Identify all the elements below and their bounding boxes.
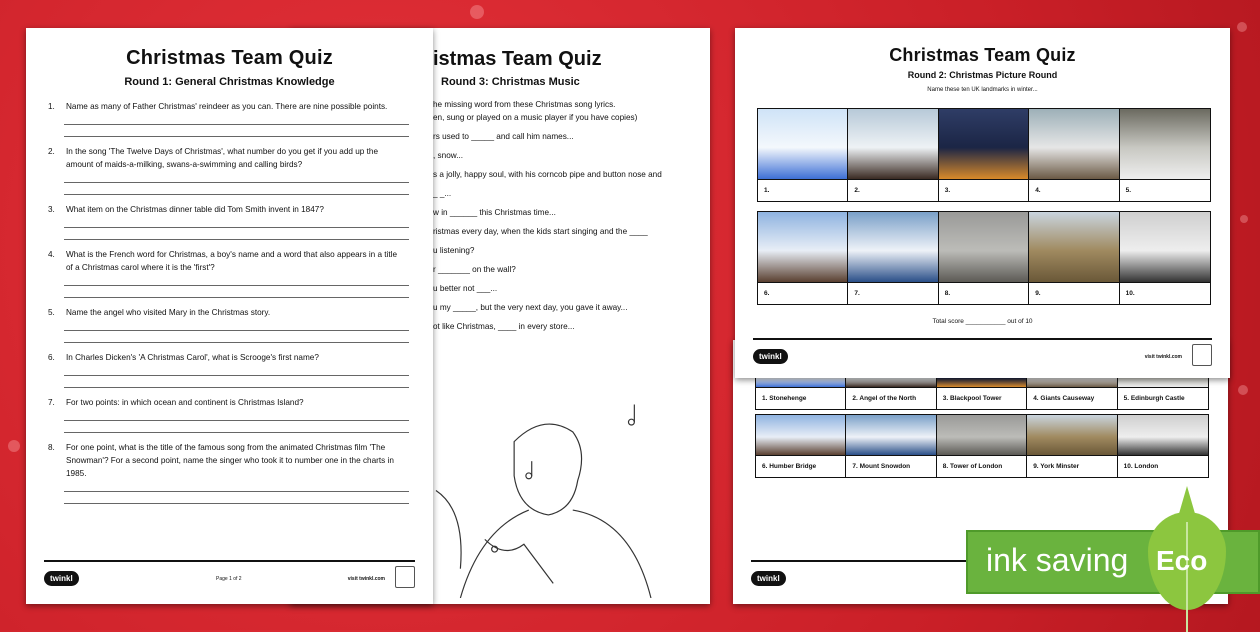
lyric-line: he missing word from these Christmas song lyrics. <box>433 100 616 109</box>
question-text: What is the French word for Christmas, a boy's name and a word that also appears in a title of a Christmas carol where it is the 'first'? <box>66 250 398 272</box>
quiz-question <box>26 248 433 298</box>
landmark-cell <box>1120 212 1210 304</box>
question-text: Name the angel who visited Mary in the Christmas story. <box>66 308 271 317</box>
round2-page <box>735 28 1230 378</box>
landmark-photo <box>846 415 935 455</box>
answer-line[interactable] <box>64 188 409 195</box>
quiz-question <box>26 441 433 504</box>
answer-line[interactable] <box>64 118 409 125</box>
landmark-label: 4. <box>1029 179 1118 201</box>
answer-line[interactable] <box>64 291 409 298</box>
quiz-question <box>26 306 433 343</box>
landmark-photo <box>1029 212 1118 282</box>
landmark-label: 2. Angel of the North <box>846 387 935 409</box>
page-number: Page 1 of 2 <box>216 576 242 582</box>
lyric-line: en, sung or played on a music player if you have copies) <box>433 113 638 122</box>
answer-line[interactable] <box>64 381 409 388</box>
round2-instruction: Name these ten UK landmarks in winter... <box>927 87 1038 93</box>
question-text: For two points: in which ocean and continent is Christmas Island? <box>66 398 304 407</box>
landmark-label: 6. Humber Bridge <box>756 455 845 477</box>
lyric-line: , snow... <box>433 151 464 160</box>
question-number: 3. <box>48 205 55 214</box>
landmark-label: 3. <box>939 179 1028 201</box>
quiz-question <box>26 351 433 388</box>
lyric-line: ot like Christmas, ____ in every store... <box>433 322 575 331</box>
round2-title: Christmas Team Quiz <box>889 45 1076 65</box>
landmark-photo <box>939 109 1028 179</box>
quiz-question <box>26 203 433 240</box>
landmark-label: 5. <box>1120 179 1210 201</box>
landmark-cell <box>1118 415 1208 477</box>
landmark-label: 7. <box>848 282 937 304</box>
lyric-line: ristmas every day, when the kids start singing and the ____ <box>433 227 648 236</box>
ink-saving-text: ink saving <box>986 542 1129 578</box>
landmark-label: 1. Stonehenge <box>756 387 845 409</box>
answer-line[interactable] <box>64 233 409 240</box>
landmark-cell <box>937 415 1027 477</box>
landmark-cell <box>846 415 936 477</box>
question-number: 6. <box>48 353 55 362</box>
landmark-photo <box>758 212 847 282</box>
quality-badge-icon <box>395 566 415 588</box>
answer-line[interactable] <box>64 279 409 286</box>
answer-line[interactable] <box>64 176 409 183</box>
landmark-photo <box>1118 415 1208 455</box>
answer-line[interactable] <box>64 336 409 343</box>
answer-line[interactable] <box>64 426 409 433</box>
answer-line[interactable] <box>64 130 409 137</box>
question-text: In Charles Dicken's 'A Christmas Carol', what is Scrooge's first name? <box>66 353 319 362</box>
round3-subtitle: Round 3: Christmas Music <box>441 76 580 88</box>
lyric-line: w in ______ this Christmas time... <box>433 208 556 217</box>
landmark-photo <box>939 212 1028 282</box>
landmark-label: 10. London <box>1118 455 1208 477</box>
twinkl-logo: twinkl <box>753 349 788 364</box>
landmark-label: 8. Tower of London <box>937 455 1026 477</box>
round3-title: istmas Team Quiz <box>433 48 602 70</box>
question-text: For one point, what is the title of the famous song from the animated Christmas film 'The Snowman'? For a second point, name the singer who took it to number one in the charts in 1985. <box>66 443 394 478</box>
question-number: 5. <box>48 308 55 317</box>
landmark-photo <box>848 109 937 179</box>
answer-line[interactable] <box>64 369 409 376</box>
landmark-photo <box>1120 212 1210 282</box>
landmark-cell <box>1027 415 1117 477</box>
round2-subtitle: Round 2: Christmas Picture Round <box>907 70 1058 80</box>
quiz-question <box>26 396 433 433</box>
landmark-photo <box>937 415 1026 455</box>
lyric-line: u better not ___... <box>433 284 498 293</box>
page-footer <box>44 560 415 594</box>
twinkl-logo: twinkl <box>44 571 79 586</box>
landmark-cell <box>1120 109 1210 201</box>
landmark-label: 2. <box>848 179 937 201</box>
landmark-label: 7. Mount Snowdon <box>846 455 935 477</box>
landmark-label: 4. Giants Causeway <box>1027 387 1116 409</box>
quiz-question <box>26 145 433 195</box>
landmark-label: 5. Edinburgh Castle <box>1118 387 1208 409</box>
singer-illustration <box>433 383 693 598</box>
landmark-cell <box>1029 212 1119 304</box>
landmark-cell <box>848 109 938 201</box>
round1-page <box>26 28 433 604</box>
landmark-cell <box>1029 109 1119 201</box>
round1-title: Christmas Team Quiz <box>126 47 333 69</box>
landmark-photo <box>758 109 847 179</box>
landmark-label: 9. <box>1029 282 1118 304</box>
landmark-photo <box>1027 415 1116 455</box>
answer-line[interactable] <box>64 485 409 492</box>
answer-line[interactable] <box>64 221 409 228</box>
answer-line[interactable] <box>64 497 409 504</box>
landmark-cell <box>939 109 1029 201</box>
lyric-line: rs used to _____ and call him names... <box>433 132 574 141</box>
lyric-line: r _______ on the wall? <box>433 265 516 274</box>
eco-label: Eco <box>1156 545 1208 576</box>
lyric-line: u listening? <box>433 246 475 255</box>
landmark-label: 9. York Minster <box>1027 455 1116 477</box>
lyric-line: s a jolly, happy soul, with his corncob pipe and button nose and <box>433 170 662 179</box>
landmark-photo <box>1029 109 1118 179</box>
question-text: Name as many of Father Christmas' reindeer as you can. There are nine possible points. <box>66 102 388 111</box>
quality-badge-icon <box>1192 344 1212 366</box>
landmark-cell <box>758 109 848 201</box>
question-text: In the song 'The Twelve Days of Christmas', what number do you get if you add up the amount of maids-a-milking, swans-a-swimming and calling birds? <box>66 147 378 169</box>
answer-line[interactable] <box>64 414 409 421</box>
question-text: What item on the Christmas dinner table did Tom Smith invent in 1847? <box>66 205 324 214</box>
lyric-line: _ _... <box>433 189 452 198</box>
landmark-cell <box>756 415 846 477</box>
twinkl-logo: twinkl <box>751 571 786 586</box>
question-number: 1. <box>48 102 55 111</box>
landmark-cell <box>939 212 1029 304</box>
total-score: Total score ___________ out of 10 <box>932 318 1033 325</box>
landmark-label: 8. <box>939 282 1028 304</box>
landmark-label: 3. Blackpool Tower <box>937 387 1026 409</box>
question-number: 4. <box>48 250 55 259</box>
question-number: 8. <box>48 443 55 452</box>
quiz-question <box>26 100 433 137</box>
landmark-photo <box>1120 109 1210 179</box>
landmark-cell <box>758 212 848 304</box>
site-link: visit twinkl.com <box>347 576 385 582</box>
landmark-cell <box>848 212 938 304</box>
site-link: visit twinkl.com <box>1144 354 1182 360</box>
landmark-photo <box>756 415 845 455</box>
landmark-label: 1. <box>758 179 847 201</box>
round2-footer <box>753 338 1212 372</box>
landmark-label: 6. <box>758 282 847 304</box>
landmark-label: 10. <box>1120 282 1210 304</box>
question-number: 7. <box>48 398 55 407</box>
lyric-line: u my _____, but the very next day, you gave it away... <box>433 303 628 312</box>
answer-line[interactable] <box>64 324 409 331</box>
landmark-photo <box>848 212 937 282</box>
question-number: 2. <box>48 147 55 156</box>
round1-subtitle: Round 1: General Christmas Knowledge <box>124 76 335 88</box>
